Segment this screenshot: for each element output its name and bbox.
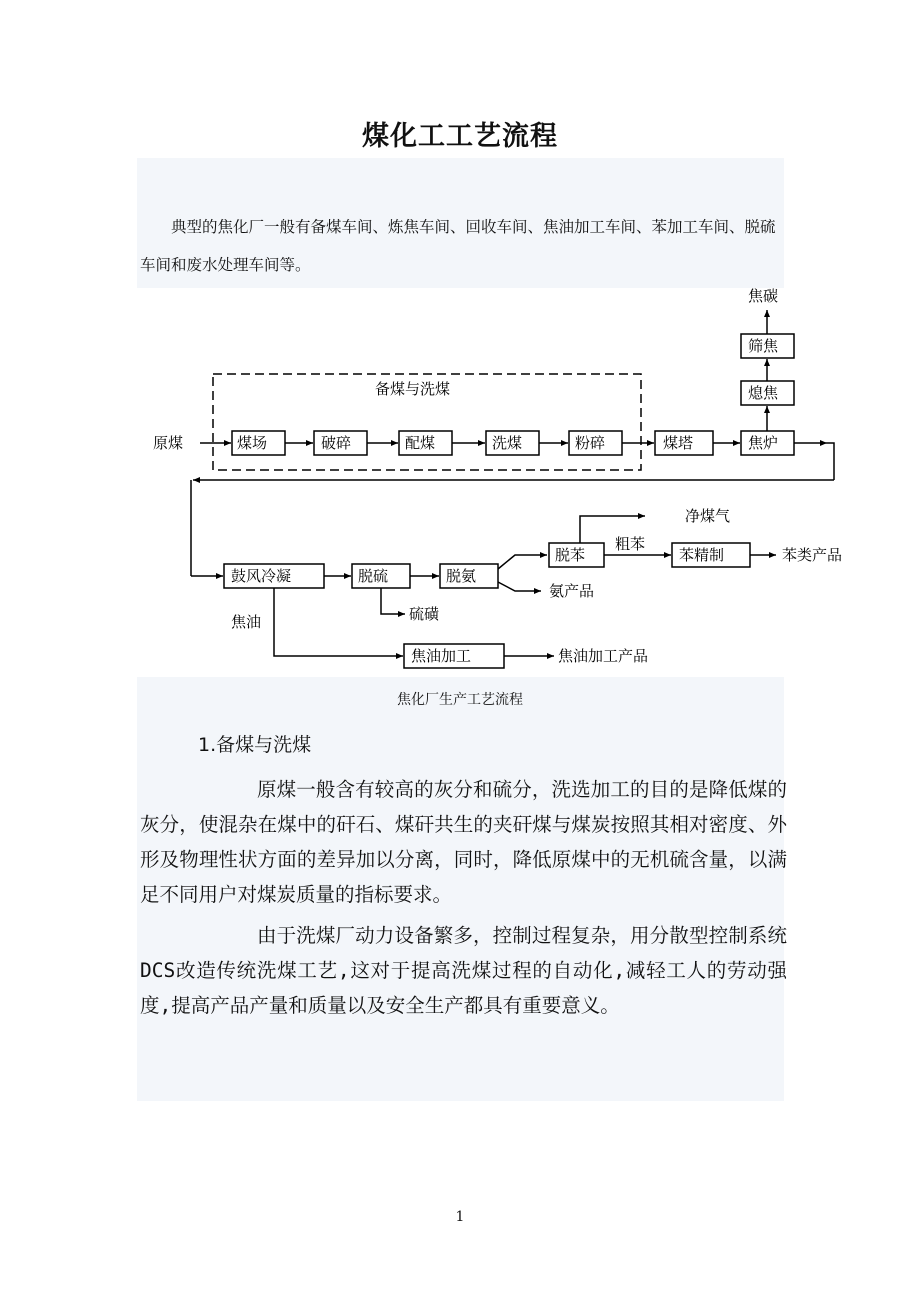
crude-benzene-label: 粗苯 [615, 535, 646, 553]
clean-gas-label: 净煤气 [685, 507, 731, 525]
section-heading: 1.备煤与洗煤 [198, 734, 312, 756]
arrow-tar-route [274, 588, 403, 656]
figure-caption: 焦化厂生产工艺流程 [397, 692, 523, 708]
deammonia-label: 脱氨 [446, 567, 477, 585]
group-label: 备煤与洗煤 [375, 380, 451, 398]
blower-condensing-label: 鼓风冷凝 [231, 567, 292, 585]
desulfurization-label: 脱硫 [358, 567, 389, 585]
page-title: 煤化工工艺流程 [362, 121, 558, 152]
tar-processing-label: 焦油加工 [411, 647, 472, 665]
arrow-deamm-debenz [498, 555, 547, 569]
debenzene-label: 脱苯 [555, 546, 586, 564]
screening-label: 筛焦 [748, 337, 779, 355]
body-text [140, 772, 787, 1029]
arrow-deamm-ammonia [498, 582, 541, 591]
tar-products-label: 焦油加工产品 [558, 647, 649, 665]
coke-oven-label: 焦炉 [748, 434, 779, 452]
coal-yard-label: 煤场 [237, 434, 268, 452]
arrow-desulf-sulfur [381, 588, 405, 614]
intro-text: 典型的焦化厂一般有备煤车间、炼焦车间、回收车间、焦油加工车间、苯加工车间、脱硫车间和废水处理车间等。 [140, 218, 776, 274]
intro-paragraph [140, 208, 785, 284]
coal-tower-label: 煤塔 [663, 434, 694, 452]
coke-label: 焦碳 [748, 287, 779, 305]
process-flow-diagram [137, 284, 872, 676]
sulfur-label: 硫磺 [409, 605, 440, 623]
washing-label: 洗煤 [492, 434, 523, 452]
quenching-label: 熄焦 [748, 384, 779, 402]
page-number: 1 [455, 1209, 465, 1225]
paragraph-2: 由于洗煤厂动力设备繁多，控制过程复杂，用分散型控制系统DCS改造传统洗煤工艺,这对于提高洗煤过程的自动化,减轻工人的劳动强度,提高产品产量和质量以及安全生产都具有重要意义。 [140, 924, 787, 1017]
benzene-refining-label: 苯精制 [679, 546, 725, 564]
pulverizing-label: 粉碎 [575, 434, 606, 452]
paragraph-1: 原煤一般含有较高的灰分和硫分，洗选加工的目的是降低煤的灰分，使混杂在煤中的矸石、煤矸共生的夹矸煤与煤炭按照其相对密度、外形及物理性状方面的差异加以分离，同时，降低原煤中的无机硫含量，以满足不同用户对煤炭质量的指标要求。 [140, 778, 787, 906]
tar-label: 焦油 [231, 613, 262, 631]
benzene-products-label: 苯类产品 [782, 546, 843, 564]
raw-coal-label: 原煤 [153, 434, 184, 452]
gas-route-down [827, 443, 834, 480]
blending-label: 配煤 [405, 434, 436, 452]
ammonia-products-label: 氨产品 [549, 582, 595, 600]
crushing-label: 破碎 [321, 434, 352, 452]
